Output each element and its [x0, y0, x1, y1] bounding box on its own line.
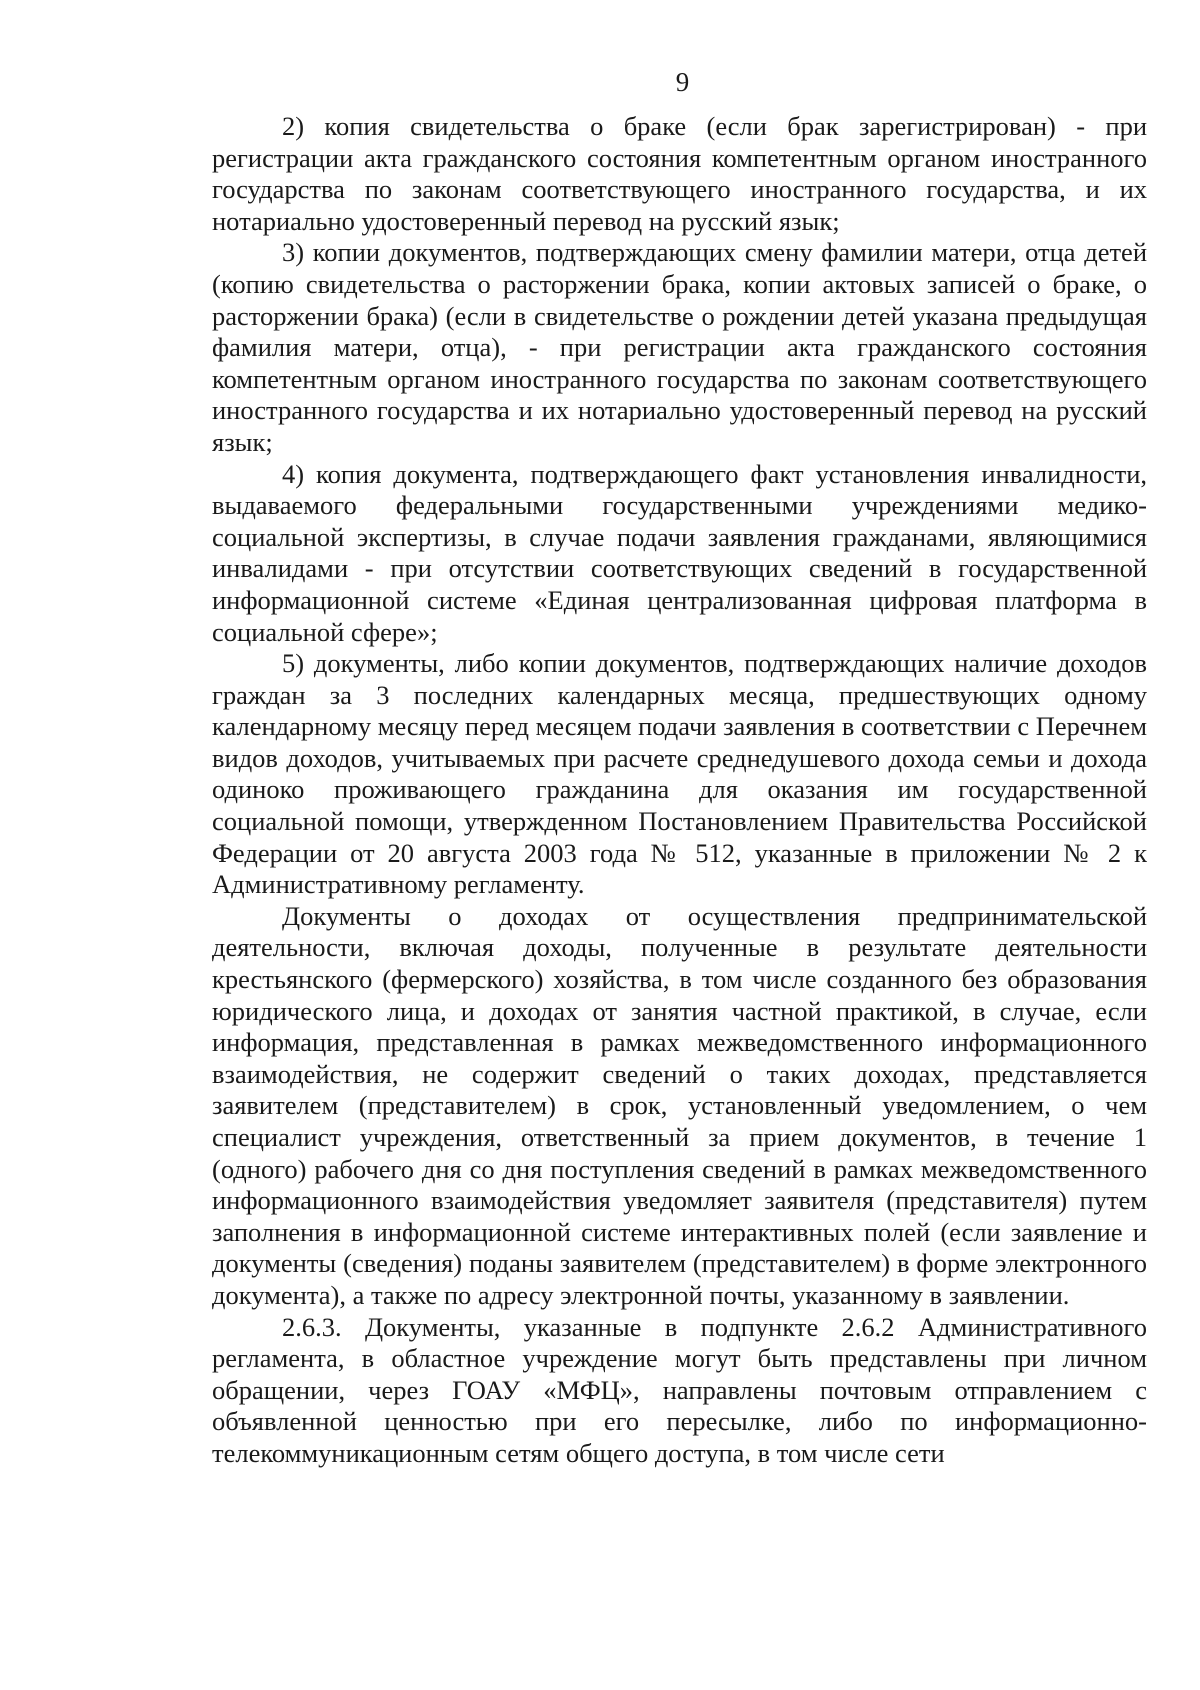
document-body: [212, 111, 1147, 1470]
paragraph-item-2: 2) копия свидетельства о браке (если брак зарегистрирован) - при регистрации акта гражданского состояния компетентным органом иностранного государства по законам соответствующего иностранного государства, и их нотариально удостоверенный перевод на русский язык;: [212, 111, 1147, 236]
paragraph-2-6-3: 2.6.3. Документы, указанные в подпункте 2.6.2 Административного регламента, в областное учреждение могут быть представлены при личном обращении, через ГОАУ «МФЦ», направлены почтовым отправлением с объявленной ценностью при его пересылке, либо по информационно-телекоммуникационным сетям общего доступа, в том числе сети: [212, 1311, 1147, 1468]
page-number: 9: [675, 67, 690, 97]
paragraph-item-5: 5) документы, либо копии документов, подтверждающих наличие доходов граждан за 3 последних календарных месяца, предшествующих одному календарному месяцу перед месяцем подачи заявления в соответствии с Перечнем видов доходов, учитываемых при расчете среднедушевого дохода семьи и дохода одиноко проживающего гражданина для оказания им государственной социальной помощи, утвержденном Постановлением Правительства Российской Федерации от 20 августа 2003 года № 512, указанные в приложении № 2 к Административному регламенту.: [212, 648, 1148, 900]
paragraph-item-4: 4) копия документа, подтверждающего факт установления инвалидности, выдаваемого федеральными государственными учреждениями медико-социальной экспертизы, в случае подачи заявления гражданами, являющимися инвалидами - при отсутствии соответствующих сведений в государственной информационной системе «Единая централизованная цифровая платформа в социальной сфере»;: [212, 458, 1147, 647]
paragraph-item-3: 3) копии документов, подтверждающих смену фамилии матери, отца детей (копию свидетельства о расторжении брака, копии актовых записей о браке, о расторжении брака) (если в свидетельстве о рождении детей указана предыдущая фамилия матери, отца), - при регистрации акта гражданского состояния компетентным органом иностранного государства по законам соответствующего иностранного государства и их нотариально удостоверенный перевод на русский язык;: [212, 237, 1147, 457]
paragraph-income-documents: Документы о доходах от осуществления предпринимательской деятельности, включая доходы, полученные в результате деятельности крестьянского (фермерского) хозяйства, в том числе созданного без образования юридического лица, и доходах от занятия частной практикой, в случае, если информация, представленная в рамках межведомственного информационного взаимодействия, не содержит сведений о таких доходах, представляется заявителем (представителем) в срок, установленный уведомлением, о чем специалист учреждения, ответственный за прием документов, в течение 1 (одного) рабочего дня со дня поступления сведений в рамках межведомственного информационного взаимодействия уведомляет заявителя (представителя) путем заполнения в информационной системе интерактивных полей (если заявление и документы (сведения) поданы заявителем (представителем) в форме электронного документа), а также по адресу электронной почты, указанному в заявлении.: [212, 900, 1147, 1310]
